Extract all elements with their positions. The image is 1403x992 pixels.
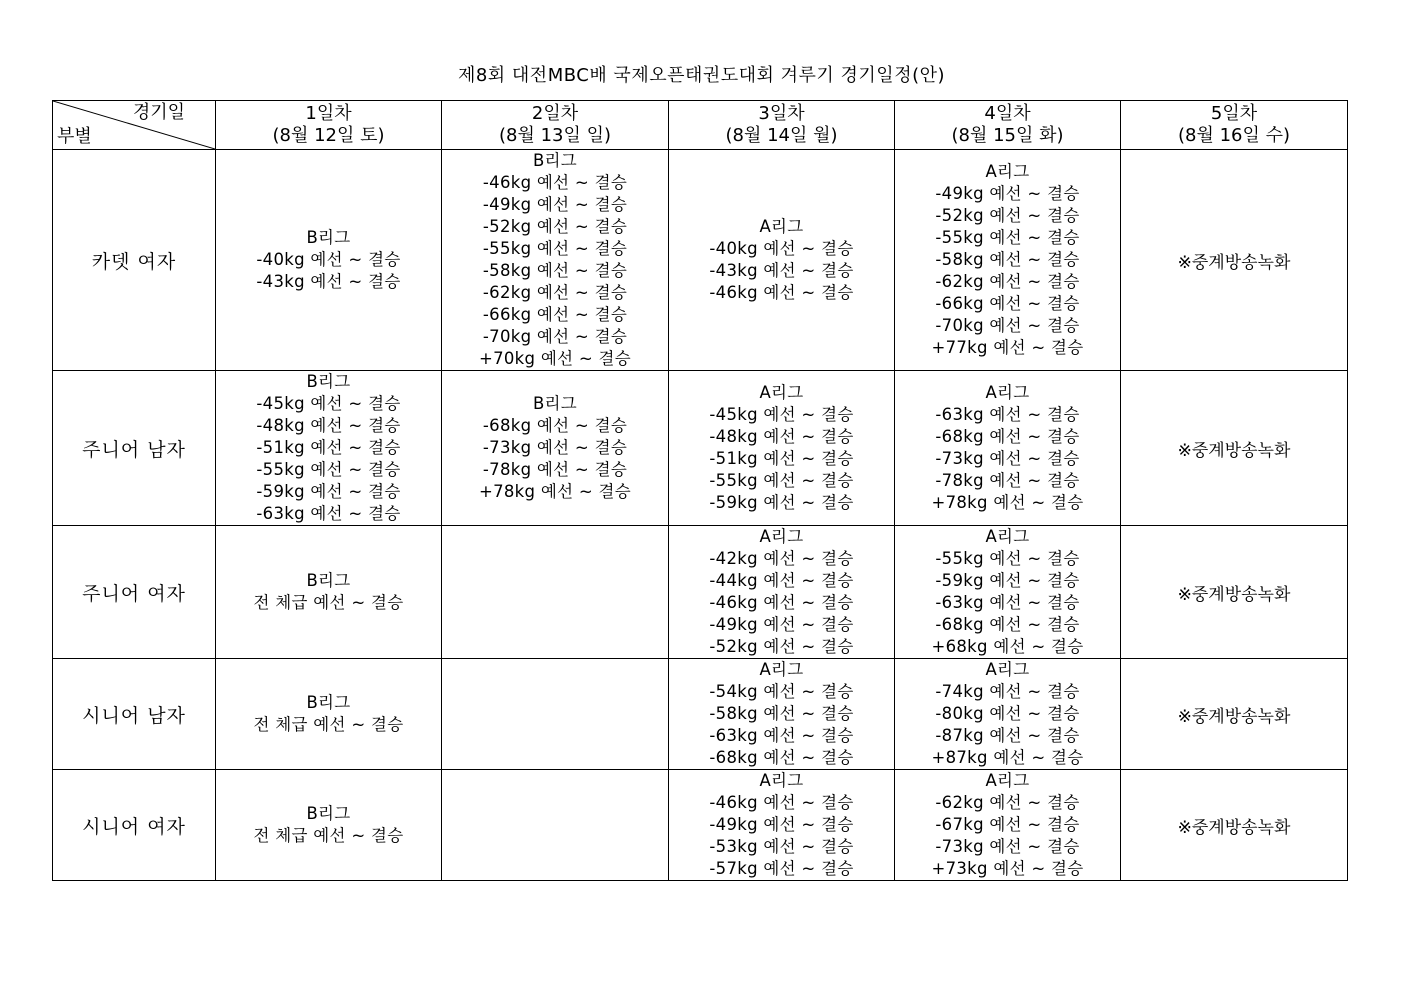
weight-class-entry: -57kg 예선 ~ 결승 [709, 859, 854, 878]
broadcast-note: ※중계방송녹화 [1177, 440, 1291, 461]
weight-class-entry: -49kg 예선 ~ 결승 [709, 615, 854, 634]
schedule-cell-day-5 [1121, 150, 1348, 371]
division-cell [53, 659, 216, 770]
weight-class-entry: -46kg 예선 ~ 결승 [709, 793, 854, 812]
day-label: 5일차 [1210, 103, 1258, 124]
weight-class-entry: -49kg 예선 ~ 결승 [935, 184, 1080, 203]
weight-class-entry: 전 체급 예선 ~ 결승 [253, 715, 404, 734]
day-label: 4일차 [984, 103, 1031, 124]
entry-list [669, 382, 894, 514]
entry-list [216, 803, 441, 847]
weight-class-entry: 전 체급 예선 ~ 결승 [253, 826, 404, 845]
weight-class-entry: -62kg 예선 ~ 결승 [935, 793, 1080, 812]
schedule-row [53, 526, 1348, 659]
schedule-cell-day-2 [442, 526, 669, 659]
weight-class-entry: -49kg 예선 ~ 결승 [482, 195, 628, 214]
schedule-cell-day-1 [216, 150, 442, 371]
weight-class-entry: -53kg 예선 ~ 결승 [709, 837, 854, 856]
weight-class-entry: -66kg 예선 ~ 결승 [935, 294, 1080, 313]
weight-class-entry: -51kg 예선 ~ 결승 [256, 438, 401, 457]
day-label: 3일차 [758, 103, 805, 124]
weight-class-entry: -80kg 예선 ~ 결승 [935, 704, 1080, 723]
schedule-cell-day-1 [216, 770, 442, 881]
schedule-cell-day-3 [669, 659, 895, 770]
weight-class-entry: -73kg 예선 ~ 결승 [482, 438, 628, 457]
schedule-cell-day-3 [669, 150, 895, 371]
entry-list [669, 216, 894, 304]
weight-class-entry: -68kg 예선 ~ 결승 [482, 416, 628, 435]
day-header-4 [895, 101, 1121, 150]
entry-list [895, 161, 1120, 359]
entry-list [669, 770, 894, 880]
weight-class-entry: -59kg 예선 ~ 결승 [935, 571, 1080, 590]
entry-list [895, 770, 1120, 880]
schedule-row [53, 770, 1348, 881]
weight-class-entry: -63kg 예선 ~ 결승 [709, 726, 854, 745]
date-label: (8월 12일 토) [272, 125, 385, 146]
weight-class-entry: -59kg 예선 ~ 결승 [709, 493, 854, 512]
league-label: B리그 [306, 228, 351, 247]
weight-class-entry: -55kg 예선 ~ 결승 [935, 549, 1080, 568]
weight-class-entry: -68kg 예선 ~ 결승 [709, 748, 854, 767]
weight-class-entry: +73kg 예선 ~ 결승 [931, 859, 1084, 878]
league-label: A리그 [759, 383, 804, 402]
weight-class-entry: -55kg 예선 ~ 결승 [709, 471, 854, 490]
schedule-cell-day-4 [895, 770, 1121, 881]
division-label: 카뎃 여자 [91, 250, 177, 273]
weight-class-entry: -52kg 예선 ~ 결승 [709, 637, 854, 656]
weight-class-entry: -40kg 예선 ~ 결승 [709, 239, 854, 258]
broadcast-note: ※중계방송녹화 [1177, 706, 1291, 727]
schedule-cell-day-5 [1121, 371, 1348, 526]
schedule-cell-day-4 [895, 526, 1121, 659]
day-header-5 [1121, 101, 1348, 150]
weight-class-entry: -87kg 예선 ~ 결승 [935, 726, 1080, 745]
schedule-body [53, 150, 1348, 881]
league-label: B리그 [306, 372, 351, 391]
schedule-row [53, 150, 1348, 371]
broadcast-note: ※중계방송녹화 [1177, 252, 1291, 273]
day-header-2 [442, 101, 669, 150]
weight-class-entry: -62kg 예선 ~ 결승 [482, 283, 628, 302]
weight-class-entry: -70kg 예선 ~ 결승 [935, 316, 1080, 335]
division-label: 주니어 여자 [82, 582, 186, 605]
weight-class-entry: -73kg 예선 ~ 결승 [935, 449, 1080, 468]
entry-list [669, 526, 894, 658]
weight-class-entry: -67kg 예선 ~ 결승 [935, 815, 1080, 834]
league-label: B리그 [532, 151, 578, 170]
league-label: A리그 [985, 527, 1030, 546]
weight-class-entry: -74kg 예선 ~ 결승 [935, 682, 1080, 701]
entry-list [895, 382, 1120, 514]
entry-list [895, 659, 1120, 769]
corner-label-day: 경기일 [132, 102, 185, 123]
weight-class-entry: -73kg 예선 ~ 결승 [935, 837, 1080, 856]
schedule-cell-day-2 [442, 150, 669, 371]
league-label: B리그 [306, 571, 351, 590]
schedule-cell-day-4 [895, 150, 1121, 371]
weight-class-entry: -52kg 예선 ~ 결승 [482, 217, 628, 236]
broadcast-note: ※중계방송녹화 [1177, 817, 1291, 838]
schedule-cell-day-5 [1121, 659, 1348, 770]
weight-class-entry: -63kg 예선 ~ 결승 [935, 405, 1080, 424]
weight-class-entry: -54kg 예선 ~ 결승 [709, 682, 854, 701]
weight-class-entry: -40kg 예선 ~ 결승 [256, 250, 401, 269]
schedule-row [53, 371, 1348, 526]
weight-class-entry: -55kg 예선 ~ 결승 [482, 239, 628, 258]
league-label: A리그 [759, 660, 804, 679]
entry-list [216, 570, 441, 614]
division-label: 시니어 여자 [82, 815, 186, 838]
league-label: B리그 [532, 394, 578, 413]
entry-list [669, 659, 894, 769]
schedule-row [53, 659, 1348, 770]
weight-class-entry: -68kg 예선 ~ 결승 [935, 615, 1080, 634]
weight-class-entry: -52kg 예선 ~ 결승 [935, 206, 1080, 225]
league-label: B리그 [306, 693, 351, 712]
schedule-cell-day-1 [216, 659, 442, 770]
schedule-cell-day-3 [669, 770, 895, 881]
entry-list [216, 227, 441, 293]
weight-class-entry: -58kg 예선 ~ 결승 [482, 261, 628, 280]
schedule-cell-day-3 [669, 526, 895, 659]
league-label: A리그 [759, 771, 804, 790]
division-label: 주니어 남자 [82, 438, 186, 461]
schedule-cell-day-3 [669, 371, 895, 526]
league-label: A리그 [759, 217, 804, 236]
weight-class-entry: -68kg 예선 ~ 결승 [935, 427, 1080, 446]
schedule-cell-day-1 [216, 526, 442, 659]
schedule-cell-day-1 [216, 371, 442, 526]
weight-class-entry: -51kg 예선 ~ 결승 [709, 449, 854, 468]
schedule-cell-day-5 [1121, 526, 1348, 659]
date-label: (8월 13일 일) [498, 125, 611, 146]
page-title: 제8회 대전MBC배 국제오픈태권도대회 겨루기 경기일정(안) [457, 65, 946, 86]
date-label: (8월 16일 수) [1177, 125, 1290, 146]
weight-class-entry: -55kg 예선 ~ 결승 [935, 228, 1080, 247]
weight-class-entry: -59kg 예선 ~ 결승 [256, 482, 401, 501]
date-label: (8월 15일 화) [951, 125, 1064, 146]
schedule-cell-day-2 [442, 371, 669, 526]
division-label: 시니어 남자 [82, 704, 186, 727]
weight-class-entry: +70kg 예선 ~ 결승 [478, 349, 632, 368]
division-cell [53, 150, 216, 371]
weight-class-entry: -43kg 예선 ~ 결승 [709, 261, 854, 280]
league-label: A리그 [759, 527, 804, 546]
day-label: 1일차 [305, 103, 352, 124]
weight-class-entry: -58kg 예선 ~ 결승 [709, 704, 854, 723]
weight-class-entry: -46kg 예선 ~ 결승 [709, 593, 854, 612]
division-cell [53, 371, 216, 526]
schedule-cell-day-4 [895, 659, 1121, 770]
weight-class-entry: -45kg 예선 ~ 결승 [709, 405, 854, 424]
league-label: A리그 [985, 162, 1030, 181]
entry-list [442, 150, 668, 370]
league-label: A리그 [985, 383, 1030, 402]
weight-class-entry: -66kg 예선 ~ 결승 [482, 305, 628, 324]
weight-class-entry: -63kg 예선 ~ 결승 [256, 504, 401, 523]
weight-class-entry: -44kg 예선 ~ 결승 [709, 571, 854, 590]
weight-class-entry: -78kg 예선 ~ 결승 [935, 471, 1080, 490]
entry-list [895, 526, 1120, 658]
weight-class-entry: -70kg 예선 ~ 결승 [482, 327, 628, 346]
schedule-cell-day-4 [895, 371, 1121, 526]
entry-list [216, 371, 441, 525]
weight-class-entry: +78kg 예선 ~ 결승 [478, 482, 632, 501]
weight-class-entry: -46kg 예선 ~ 결승 [709, 283, 854, 302]
corner-header-cell [53, 101, 216, 150]
weight-class-entry: +87kg 예선 ~ 결승 [931, 748, 1084, 767]
division-cell [53, 770, 216, 881]
weight-class-entry: +77kg 예선 ~ 결승 [931, 338, 1084, 357]
corner-label-division: 부별 [57, 126, 92, 147]
weight-class-entry: -48kg 예선 ~ 결승 [256, 416, 401, 435]
division-cell [53, 526, 216, 659]
weight-class-entry: -43kg 예선 ~ 결승 [256, 272, 401, 291]
weight-class-entry: -45kg 예선 ~ 결승 [256, 394, 401, 413]
entry-list [216, 692, 441, 736]
weight-class-entry: -63kg 예선 ~ 결승 [935, 593, 1080, 612]
weight-class-entry: -42kg 예선 ~ 결승 [709, 549, 854, 568]
schedule-cell-day-2 [442, 770, 669, 881]
league-label: B리그 [306, 804, 351, 823]
entry-list [442, 393, 668, 503]
date-label: (8월 14일 월) [725, 125, 838, 146]
weight-class-entry: +68kg 예선 ~ 결승 [931, 637, 1084, 656]
weight-class-entry: -55kg 예선 ~ 결승 [256, 460, 401, 479]
league-label: A리그 [985, 771, 1030, 790]
day-header-1 [216, 101, 442, 150]
weight-class-entry: -48kg 예선 ~ 결승 [709, 427, 854, 446]
schedule-table [52, 100, 1348, 881]
schedule-cell-day-2 [442, 659, 669, 770]
schedule-cell-day-5 [1121, 770, 1348, 881]
day-label: 2일차 [531, 103, 579, 124]
weight-class-entry: -46kg 예선 ~ 결승 [482, 173, 628, 192]
weight-class-entry: -58kg 예선 ~ 결승 [935, 250, 1080, 269]
weight-class-entry: +78kg 예선 ~ 결승 [931, 493, 1084, 512]
broadcast-note: ※중계방송녹화 [1177, 584, 1291, 605]
weight-class-entry: -78kg 예선 ~ 결승 [482, 460, 628, 479]
day-header-3 [669, 101, 895, 150]
league-label: A리그 [985, 660, 1030, 679]
weight-class-entry: -62kg 예선 ~ 결승 [935, 272, 1080, 291]
weight-class-entry: 전 체급 예선 ~ 결승 [253, 593, 404, 612]
weight-class-entry: -49kg 예선 ~ 결승 [709, 815, 854, 834]
header-row [53, 101, 1348, 150]
